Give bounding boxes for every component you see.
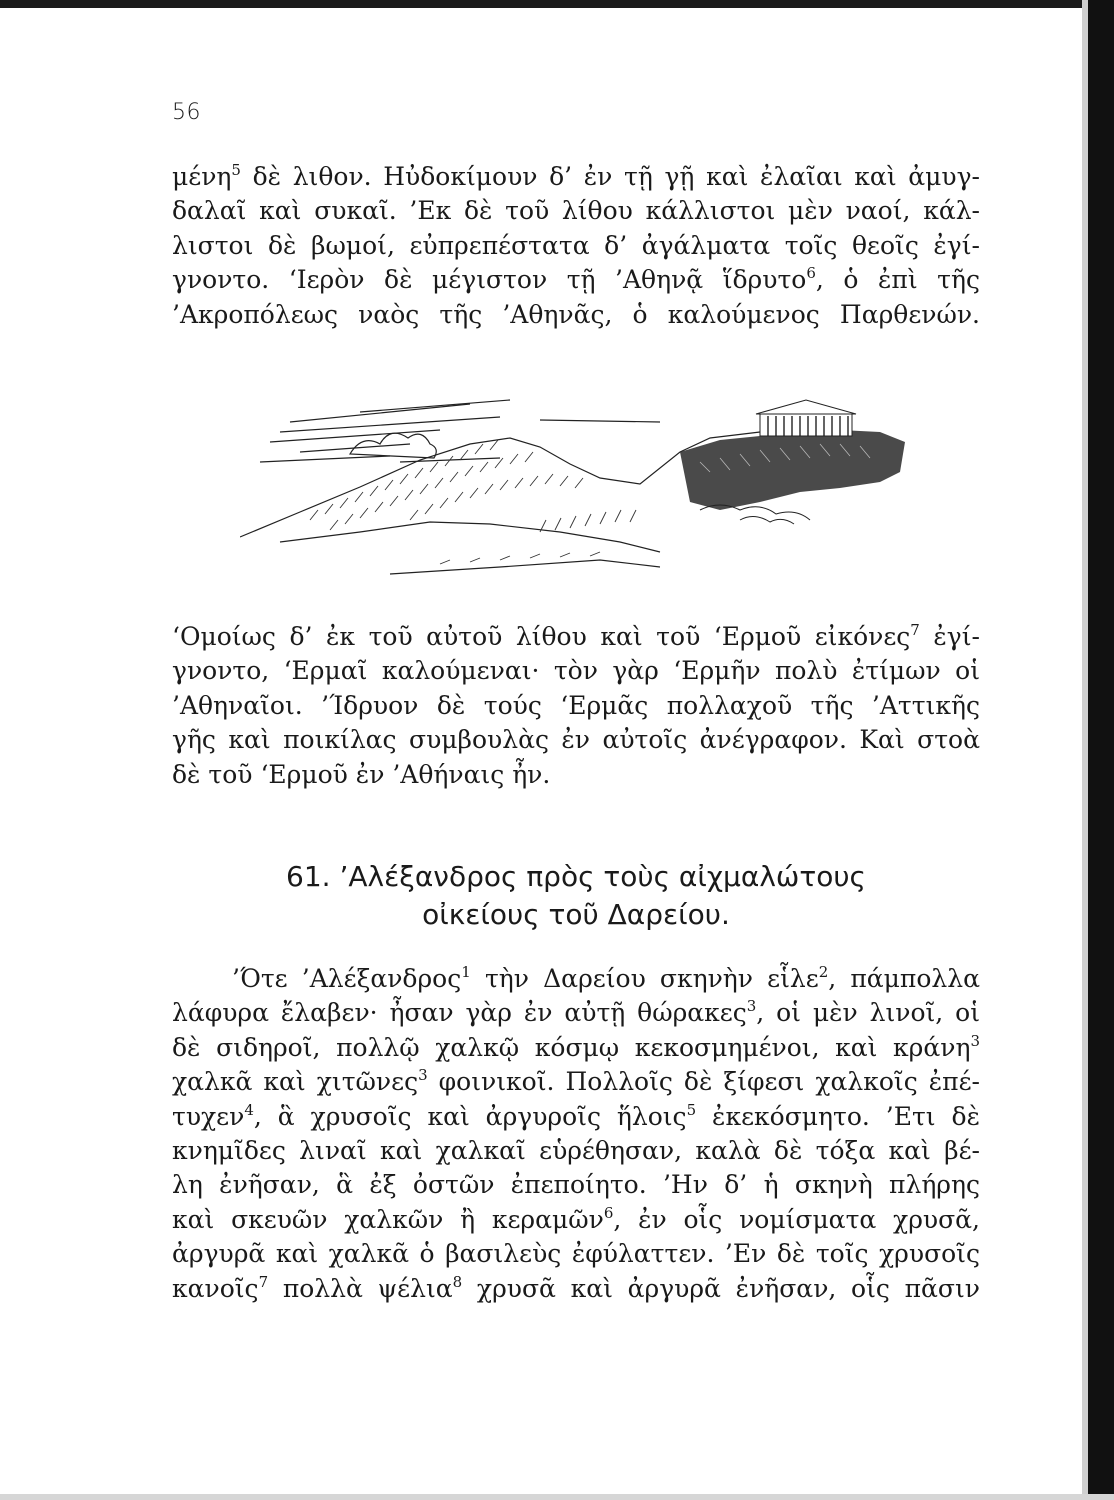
text-line: ‘Ομοίως δ’ ἐκ τοῦ αὐτοῦ λίθου καὶ τοῦ ‘Ερμοῦ εἰκόνες$^7$ ἐγί- [172,621,980,651]
paragraph-3 [172,962,980,1306]
text-line: λάφυρα ἔλαβεν· ἦσαν γὰρ ἐν αὐτῇ θώρακες$^3$, οἱ μὲν λινοῖ, οἱ [172,997,980,1028]
text-line: ’Ότε ’Αλέξανδρος$^1$ τὴν Δαρείου σκηνὴν εἷλε$^2$, πάμπολλα [232,963,980,993]
paragraph-1 [172,160,980,332]
scan-border-bottom [0,1494,1114,1500]
text-line: γνοντο. ‘Ιερὸν δὲ μέγιστον τῇ ’Αθηνᾷ ἵδρυτο$^6$, ὁ ἐπὶ τῆς [172,264,980,295]
text-line: δὲ σιδηροῖ, πολλῷ χαλκῷ κόσμῳ κεκοσμημένοι, καὶ κράνη$^3$ [172,1031,980,1062]
text-line: λιστοι δὲ βωμοί, εὐπρεπέστατα δ’ ἀγάλματα τοῖς θεοῖς ἐγί- [172,230,980,260]
text-line: λη ἐνῆσαν, ἃ ἐξ ὀστῶν ἐπεποίητο. ’Ην δ’ ἡ σκηνὴ πλήρης [172,1170,980,1200]
page-number: 56 [172,100,201,125]
section-heading [172,858,980,934]
text-line: δὲ τοῦ ‘Ερμοῦ ἐν ’Αθήναις ἦν. [172,759,551,789]
paragraph-2 [172,620,980,792]
text-line: καὶ σκευῶν χαλκῶν ἢ κεραμῶν$^6$, ἐν οἷς νομίσματα χρυσᾶ, [172,1203,980,1234]
text-line: μένη$^5$ δὲ λιθον. Ηὐδοκίμουν δ’ ἐν τῇ γῇ καὶ ἐλαῖαι καὶ ἀμυγ- [172,161,980,191]
text-line: χαλκᾶ καὶ χιτῶνες$^3$ φοινικοῖ. Πολλοῖς δὲ ξίφεσι χαλκοῖς ἐπέ- [172,1066,981,1097]
text-line: τυχεν$^4$, ἃ χρυσοῖς καὶ ἀργυροῖς ἥλοις$^5$ ἐκεκόσμητο. ’Ετι δὲ [172,1100,980,1131]
text-line: ἀργυρᾶ καὶ χαλκᾶ ὁ βασιλεὺς ἐφύλαττεν. ’Εν δὲ τοῖς χρυσοῖς [172,1239,980,1269]
text-line: γῆς καὶ ποικίλας συμβουλὰς ἐν αὐτοῖς ἀνέγραφον. Καὶ στοὰ [172,725,980,755]
text-line: γνοντο, ‘Ερμαῖ καλούμεναι· τὸν γὰρ ‘Ερμῆν πολὺ ἐτίμων οἱ [172,656,980,686]
text-line: δαλαῖ καὶ συκαῖ. ’Εκ δὲ τοῦ λίθου κάλλιστοι μὲν ναοί, κάλ- [172,196,980,226]
text-line: κανοῖς$^7$ πολλὰ ψέλια$^8$ χρυσᾶ καὶ ἀργυρᾶ ἐνῆσαν, οἷς πᾶσιν [172,1272,980,1303]
text-line: ’Αθηναῖοι. ’Ίδρυον δὲ τούς ‘Ερμᾶς πολλαχοῦ τῆς ’Αττικῆς [172,690,980,720]
text-line: κνημῖδες λιναῖ καὶ χαλκαῖ εὑρέθησαν, καλὰ δὲ τόξα καὶ βέ- [172,1136,980,1166]
text-line: ’Ακροπόλεως ναὸς τῆς ’Αθηνᾶς, ὁ καλούμενος Παρθενών. [172,299,980,329]
scan-border-right [1088,0,1114,1500]
section-heading-line-1: 61. ’Αλέξανδρος πρὸς τοὺς αἰχμαλώτους [286,860,866,893]
section-heading-line-2: οἰκείους τοῦ Δαρείου. [422,898,730,931]
acropolis-illustration [240,392,920,592]
scan-border-top [0,0,1114,8]
